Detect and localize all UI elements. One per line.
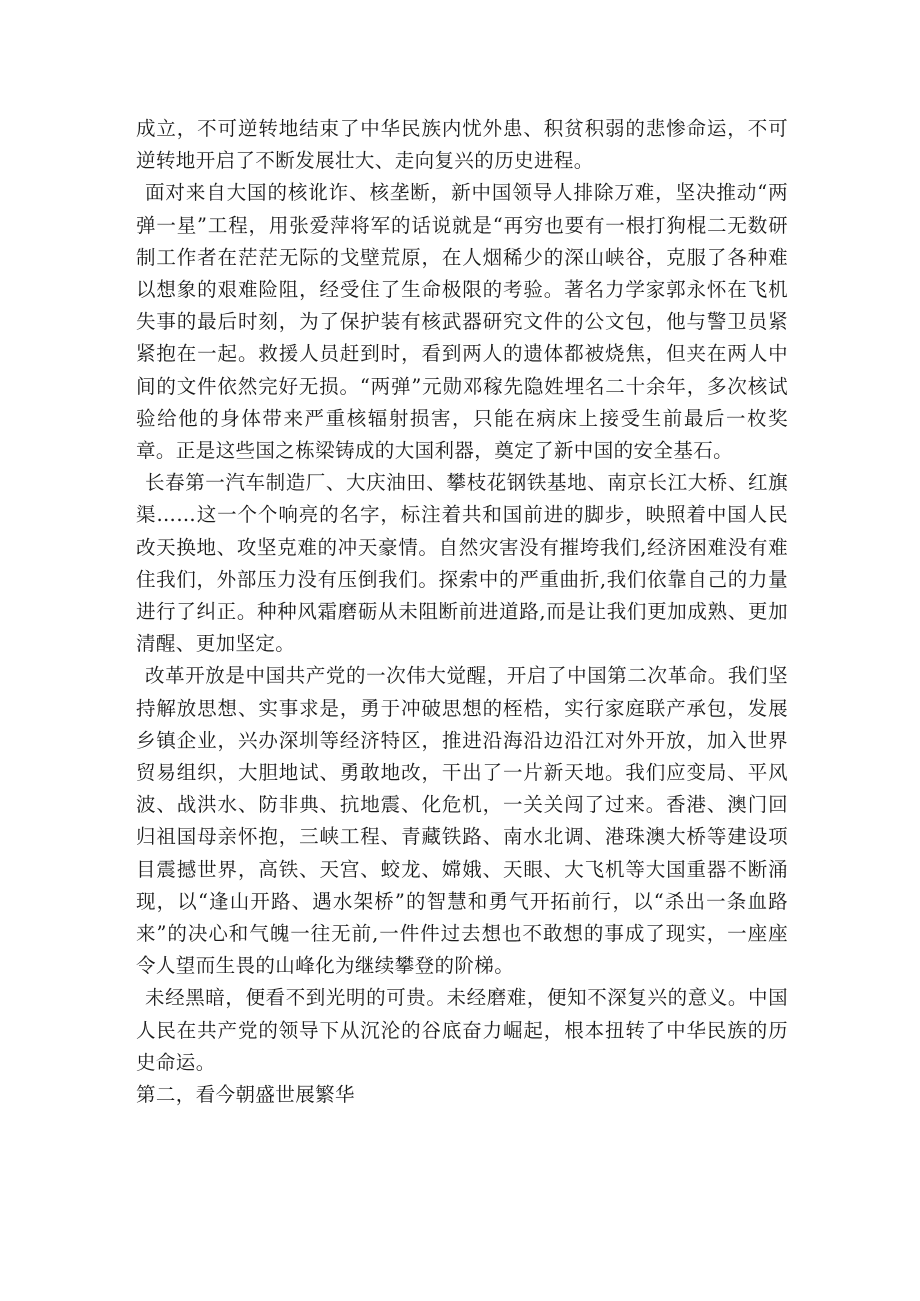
document-body <box>136 113 788 1111</box>
section-heading: 第二，看今朝盛世展繁华 <box>136 1083 355 1107</box>
paragraph-4: 改革开放是中国共产党的一次伟大觉醒，开启了中国第二次革命。我们坚持解放思想、实事求是，勇于冲破思想的桎梏，实行家庭联产承包，发展乡镇企业，兴办深圳等经济特区，推进沿海沿边沿江对外开放，加入世界贸易组织，大胆地试、勇敢地改，干出了一片新天地。我们应变局、平风波、战洪水、防非典、抗地震、化危机，一关关闯了过来。香港、澳门回归祖国母亲怀抱，三峡工程、青藏铁路、南水北调、港珠澳大桥等建设项目震撼世界，高铁、天宫、蛟龙、嫦娥、天眼、大飞机等大国重器不断涌现，以“逢山开路、遇水架桥”的智慧和勇气开拓前行，以“杀出一条血路来”的决心和气魄一往无前,一件件过去想也不敢想的事成了现实，一座座令人望而生畏的山峰化为继续攀登的阶梯。 <box>136 664 788 978</box>
paragraph-2: 面对来自大国的核讹诈、核垄断，新中国领导人排除万难，坚决推动“两弹一星”工程，用张爱萍将军的话说就是“再穷也要有一根打狗棍二无数研制工作者在茫茫无际的戈壁荒原，在人烟稀少的深山峡谷，克服了各种难以想象的艰难险阻，经受住了生命极限的考验。著名力学家郭永怀在飞机失事的最后时刻，为了保护装有核武器研究文件的公文包，他与警卫员紧紧抱在一起。救援人员赶到时，看到两人的遗体都被烧焦，但夹在两人中间的文件依然完好无损。“两弹”元勋邓稼先隐姓埋名二十余年，多次核试验给他的身体带来严重核辐射损害，只能在病床上接受生前最后一枚奖章。正是这些国之栋梁铸成的大国利器，奠定了新中国的安全基石。 <box>136 181 788 463</box>
paragraph-5: 未经黑暗，便看不到光明的可贵。未经磨难，便知不深复兴的意义。中国人民在共产党的领导下从沉沦的谷底奋力崛起，根本扭转了中华民族的历史命运。 <box>136 986 788 1074</box>
paragraph-3: 长春第一汽车制造厂、大庆油田、攀枝花钢铁基地、南京长江大桥、红旗渠……这一个个响亮的名字，标注着共和国前进的脚步，映照着中国人民改天换地、攻坚克难的冲天豪情。自然灾害没有摧垮我们,经济困难没有难住我们，外部压力没有压倒我们。探索中的严重曲折,我们依靠自己的力量进行了纠正。种种风霜磨砺从未阻断前进道路,而是让我们更加成熟、更加清醒、更加坚定。 <box>136 471 788 656</box>
paragraph-1: 成立，不可逆转地结束了中华民族内忧外患、积贫积弱的悲惨命运，不可逆转地开启了不断发展壮大、走向复兴的历史进程。 <box>136 117 788 173</box>
